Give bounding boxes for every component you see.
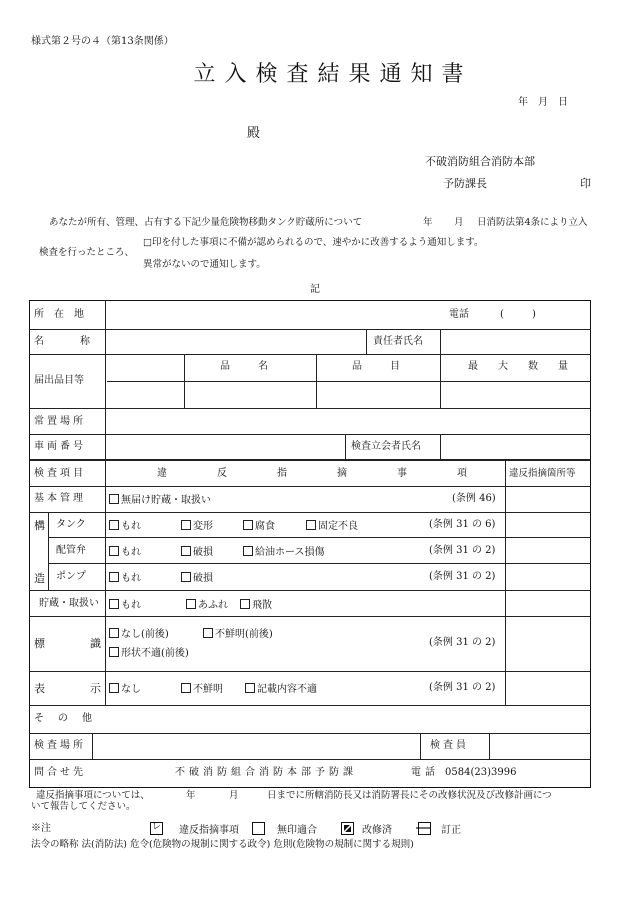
basic-management-label: 基本管理 [34, 493, 86, 504]
col-item: 品目 [352, 361, 428, 372]
legend-compliant: 無印適合 [252, 822, 317, 836]
valve-opt-damage[interactable]: 破損 [181, 546, 213, 558]
result-option-ok: 異常がないので通知します。 [143, 259, 266, 270]
intro-text-end: 日消防法第4条により立入 [477, 217, 588, 228]
report-text-2: 日までに所轄消防長又は消防署長にその改修状況及び改修計画につ [267, 790, 552, 801]
intro-text: あなたが所有、管理、占有する下記少量危険物移動タンク貯蔵所について [49, 217, 363, 228]
handling-opt-leak[interactable]: もれ [109, 599, 141, 611]
pump-ref: (条例 31 の 2) [429, 571, 496, 582]
display-label-1: 表 [34, 682, 45, 695]
storage-place-label: 常置場所 [34, 416, 86, 427]
tank-opt-leak[interactable]: もれ [109, 520, 141, 532]
pump-opt-damage[interactable]: 破損 [181, 572, 213, 584]
seal-mark: 印 [580, 177, 591, 190]
form-number: 様式第２号の４（第13条関係） [31, 36, 174, 47]
name-label: 名称 [34, 336, 126, 347]
result-option-deficient: □印を付した事項に不備が認められるので、速やかに改善するよう通知します。 [143, 237, 484, 248]
display-opt-content[interactable]: 記載内容不適 [245, 683, 317, 695]
witness-name-label: 検査立会者氏名 [351, 441, 421, 452]
report-text-3: いて報告してください。 [31, 801, 136, 812]
valve-ref: (条例 31 の 2) [429, 545, 496, 556]
vehicle-number-label: 車両番号 [34, 441, 86, 452]
handling-opt-splash[interactable]: 飛散 [240, 599, 272, 611]
issuing-organization: 不破消防組合消防本部 [425, 155, 535, 168]
display-opt-none[interactable]: なし [109, 683, 141, 695]
violation-location-header: 違反指摘箇所等 [509, 468, 576, 479]
handling-opt-overflow[interactable]: あふれ [186, 599, 228, 611]
contact-phone-label: 電話 [411, 767, 439, 778]
pump-opt-leak[interactable]: もれ [109, 572, 141, 584]
issuer-title: 予防課長 [443, 177, 487, 190]
sign-opt-unclear[interactable]: 不鮮明(前後) [203, 628, 273, 640]
report-year: 年 [186, 790, 196, 801]
sign-ref: (条例 31 の 2) [429, 637, 496, 648]
intro-text-2: 検査を行ったところ、 [39, 247, 135, 258]
phone-paren-open: ( [500, 309, 504, 320]
inspection-item-header: 検査項目 [34, 468, 86, 479]
legend-note: ※注 [31, 823, 51, 834]
legend-violation: レ 違反指摘事項 [152, 822, 239, 836]
correction-box-icon [418, 822, 431, 835]
basic-ref: (条例 46) [452, 493, 496, 504]
display-label-2: 示 [90, 682, 101, 695]
location-label: 所在地 [34, 309, 94, 320]
pump-label: ポンプ [56, 571, 86, 582]
tank-opt-fixing[interactable]: 固定不良 [306, 520, 358, 532]
document-title: 立入検査結果通知書 [193, 62, 473, 87]
check-box-icon: レ [150, 822, 163, 835]
report-month: 月 [229, 790, 239, 801]
intro-year: 年 [423, 217, 433, 228]
tank-ref: (条例 31 の 6) [429, 519, 496, 530]
valve-label: 配管弁 [56, 545, 86, 556]
tank-opt-deform[interactable]: 変形 [181, 520, 213, 532]
empty-box-icon [252, 822, 265, 835]
display-opt-unclear[interactable]: 不鮮明 [181, 683, 223, 695]
display-ref: (条例 31 の 2) [429, 682, 496, 693]
repaired-box-icon [341, 822, 354, 835]
contact-phone-number: 0584(23)3996 [445, 767, 517, 778]
phone-label: 電話 [449, 309, 469, 320]
structure-label-2: 造 [34, 572, 45, 585]
other-label: その他 [34, 713, 106, 724]
addressee-suffix: 殿 [247, 126, 261, 141]
sign-label-2: 識 [90, 637, 101, 650]
legend-correction: 訂正 [418, 822, 461, 836]
inspector-label: 検査員 [430, 740, 469, 751]
col-max-quantity: 最大数量 [468, 361, 588, 372]
basic-option[interactable]: 無届け貯蔵・取扱い [109, 494, 211, 506]
phone-paren-close: ) [532, 309, 536, 320]
intro-month: 月 [454, 217, 464, 228]
sign-label-1: 標 [34, 637, 45, 650]
ki-label: 記 [310, 284, 320, 295]
legend-repaired: 改修済 [341, 822, 392, 836]
tank-opt-corrosion[interactable]: 腐食 [243, 520, 275, 532]
structure-label-1: 構 [34, 519, 45, 532]
report-text: 違反指摘事項については、 [36, 790, 150, 801]
inspection-place-label: 検査場所 [34, 740, 86, 751]
handling-label: 貯蔵・取扱い [39, 598, 99, 609]
responsible-person-label: 責任者氏名 [373, 336, 423, 347]
issue-date: 年 月 日 [518, 97, 568, 108]
items-label: 届出品目等 [34, 375, 84, 386]
law-abbreviations: 法令の略称 法(消防法) 危令(危険物の規制に関する政令) 危則(危険物の規制に関する規則) [31, 839, 414, 850]
contact-organization: 不破消防組合消防本部予防課 [175, 767, 357, 778]
inspection-table [29, 300, 591, 788]
contact-label: 問合せ先 [34, 767, 86, 778]
sign-opt-shape[interactable]: 形状不適(前後) [109, 647, 189, 659]
tank-label: タンク [56, 519, 86, 530]
valve-opt-hose[interactable]: 給油ホース損傷 [243, 546, 325, 558]
col-product-name: 品名 [220, 361, 296, 372]
sign-opt-none[interactable]: なし(前後) [109, 628, 169, 640]
violation-header: 違反指摘事項 [157, 468, 517, 479]
valve-opt-leak[interactable]: もれ [109, 546, 141, 558]
